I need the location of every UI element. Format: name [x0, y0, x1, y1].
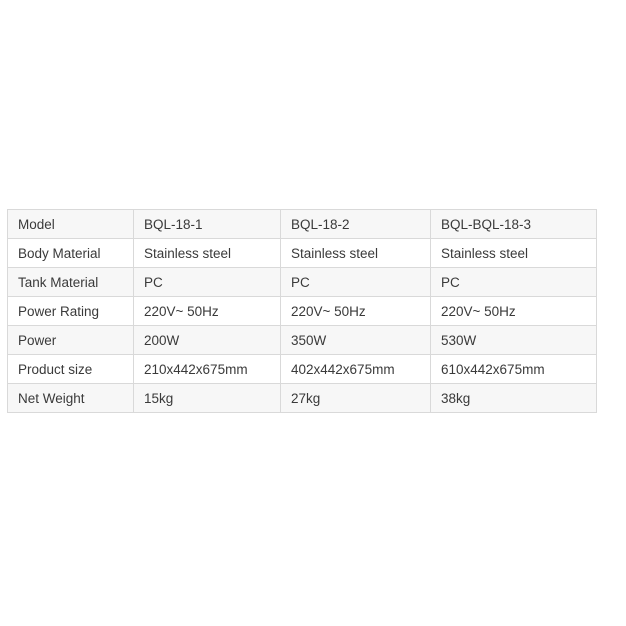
table-row-body-material: [8, 239, 597, 268]
table-cell: PC: [134, 268, 281, 297]
row-label: Product size: [8, 355, 134, 384]
row-label: Body Material: [8, 239, 134, 268]
header-cell-label: Model: [8, 210, 134, 239]
table-cell: 200W: [134, 326, 281, 355]
row-label: Power: [8, 326, 134, 355]
table-cell: Stainless steel: [281, 239, 431, 268]
table-cell: 220V~ 50Hz: [281, 297, 431, 326]
header-cell-model-3: BQL-BQL-18-3: [431, 210, 597, 239]
table-cell: Stainless steel: [134, 239, 281, 268]
table-cell: Stainless steel: [431, 239, 597, 268]
table-row-power: [8, 326, 597, 355]
header-cell-model-2: BQL-18-2: [281, 210, 431, 239]
table-cell: 27kg: [281, 384, 431, 413]
table-row-power-rating: [8, 297, 597, 326]
table-cell: 210x442x675mm: [134, 355, 281, 384]
table-cell: 220V~ 50Hz: [134, 297, 281, 326]
table-cell: 15kg: [134, 384, 281, 413]
header-cell-model-1: BQL-18-1: [134, 210, 281, 239]
table-cell: PC: [281, 268, 431, 297]
table-row-product-size: [8, 355, 597, 384]
table-cell: 220V~ 50Hz: [431, 297, 597, 326]
spec-table: [7, 209, 597, 413]
table-cell: 610x442x675mm: [431, 355, 597, 384]
table-cell: PC: [431, 268, 597, 297]
table-cell: 350W: [281, 326, 431, 355]
table-row-header: [8, 210, 597, 239]
table-cell: 38kg: [431, 384, 597, 413]
table-cell: 402x442x675mm: [281, 355, 431, 384]
table-cell: 530W: [431, 326, 597, 355]
row-label: Tank Material: [8, 268, 134, 297]
row-label: Net Weight: [8, 384, 134, 413]
table-row-net-weight: [8, 384, 597, 413]
table-row-tank-material: [8, 268, 597, 297]
row-label: Power Rating: [8, 297, 134, 326]
